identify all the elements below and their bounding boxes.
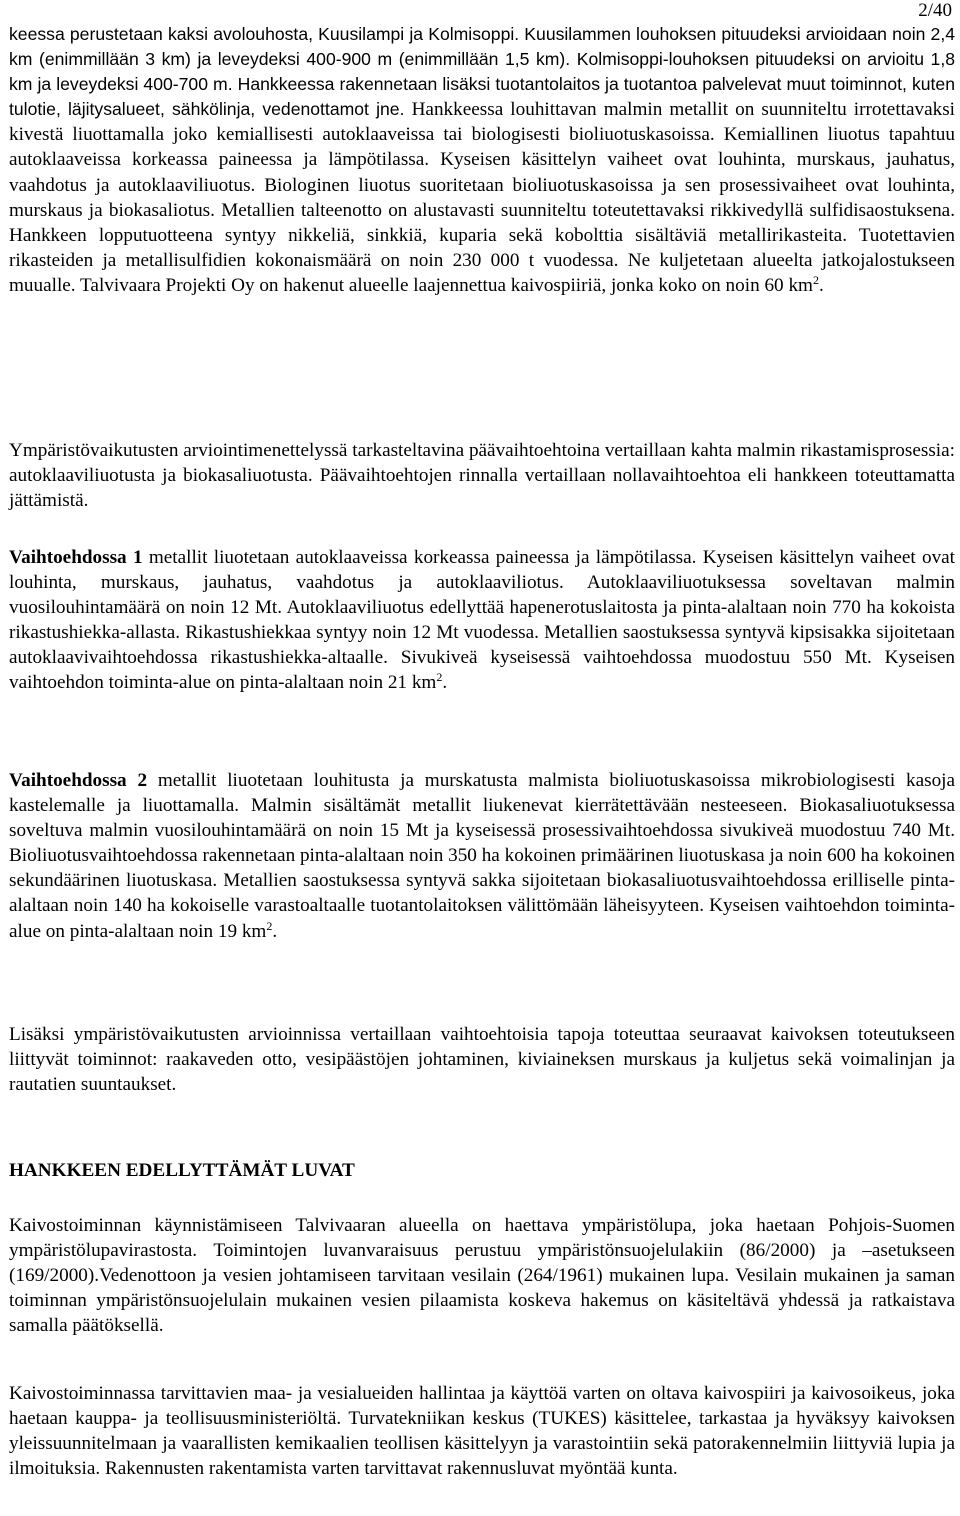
alternative-1-label: Vaihtoehdossa 1 bbox=[9, 547, 143, 568]
mining-rights-paragraph: Kaivostoiminnassa tarvittavien maa- ja vesialueiden hallintaa ja käyttöä varten on oltava kaivospiiri ja kaivosoikeus, joka haetaan kauppa- ja teollisuusministeriöltä. Turvatekniikan keskus (TUKES) käsittelee, tarkastaa ja hyväksyy kaivoksen yleissuunnitelmaan ja vaarallisten kemikaalien teollisen käsittelyyn ja varastointiin sekä patorakennelmiin liittyviä lupia ja ilmoituksia. Rakennusten rakentamista varten tarvittavat rakennusluvat myöntää kunta. bbox=[9, 1383, 955, 1480]
paragraph-end: . bbox=[272, 920, 278, 942]
alternative-2-text: metallit liuotetaan louhitusta ja murskatusta malmista bioliuotuskasoissa mikrobiologisesti kasoja kastelemalle ja liuottamalla. Malmin sisältämät metallit liukenevat kierrätettävään nesteeseen. Biokasaliuotuksessa soveltuva malmin vuosilouhintamäärä on noin 15 Mt ja kyseisessä prosessivaihtoehdossa sivukiveä muodostuu 740 Mt. Bioliuotusvaihtoehdossa rakennetaan pinta-alaltaan noin 350 ha kokoinen primäärinen liuotuskasa ja noin 600 ha kokoinen sekundäärinen liuotuskasa. Metallien saostuksessa syntyvä sakka sijoitetaan biokasaliuotusvaihtoehdossa erilliselle pinta-alaltaan noin 140 ha kokoiselle varastoaltaalle tuotantolaitoksen välittömään läheisyyteen. Kyseisen vaihtoehdon toiminta-alue on pinta-alaltaan noin 19 km bbox=[9, 770, 956, 942]
alternative-1-text: metallit liuotetaan autoklaaveissa korkeassa paineessa ja lämpötilassa. Kyseisen käsittelyn vaiheet ovat louhinta, murskaus, jauhatus, vaahdotus ja autoklaaviliotus. Autoklaaviliuotuksessa soveltavan malmin vuosilouhintamäärä on noin 12 Mt. Autoklaaviliuotus edellyttää hapenerotuslaitosta ja pinta-alaltaan noin 770 ha kokoista rikastushiekka-allasta. Rikastushiekkaa syntyy noin 12 Mt vuodessa. Metallien saostuksessa syntyvä kipsisakka sijoitetaan autoklaavivaihtoehdossa rikastushiekka-altaalle. Sivukiveä kyseisessä vaihtoehdossa muodostuu 550 Mt. Kyseisen vaihtoehdon toiminta-alue on pinta-alaltaan noin 21 km bbox=[9, 547, 956, 694]
project-description-sans-part: keessa perustetaan kaksi avolouhosta, Kuusilampi ja Kolmisoppi. Kuusilammen louhoksen pituudeksi arvioidaan noin 2,4 km (enimmillään 3 km) ja leveydeksi 400-900 m (enimmillään 1,5 km). Kolmisoppi-louhoksen pituudeksi on arvioitu 1,8 km ja leveydeksi 400-700 m. Hankkeessa rakennetaan lisäksi tuotantolaitos ja tuotantoa palvelevat muut toiminnot, kuten tulotie, läjitysalueet, sähkölinja, vedenottamot jne. bbox=[9, 24, 955, 120]
alternative-2-label: Vaihtoehdossa 2 bbox=[9, 770, 148, 791]
area-unit-superscript: 2 bbox=[812, 272, 819, 287]
page-number: 2/40 bbox=[918, 0, 952, 21]
project-description-paragraph bbox=[9, 22, 955, 298]
project-description-serif-part: Hankkeessa louhittavan malmin metallit on suunniteltu irrotettavaksi kivestä liuottamalla joko kemiallisesti autoklaaveissa tai biologisesti bioliuotuskasoissa. Kemiallinen liuotus tapahtuu autoklaaveissa korkeassa paineessa ja lämpötilassa. Kyseisen käsittelyn vaiheet ovat louhinta, murskaus, jauhatus, vaahdotus ja autoklaaviliuotus. Biologinen liuotus suoritetaan bioliuotuskasoissa ja sen prosessivaiheet ovat louhinta, murskaus ja biokasaliotus. Metallien talteenotto on alustavasti suunniteltu toteutettavaksi rikkivedyllä sulfidisaostuksena. Hankkeen lopputuotteena syntyy nikkeliä, sinkkiä, kuparia sekä kobolttia sisältäviä metallirikasteita. Tuotettavien rikasteiden ja metallisulfidien kokonaismäärä on noin 230 000 t vuodessa. Ne kuljetetaan alueelta jatkojalostukseen muualle. Talvivaara Projekti Oy on hakenut alueelle laajennettua kaivospiiriä, jonka koko on noin 60 km bbox=[9, 99, 955, 296]
assessment-alternatives-paragraph: Ympäristövaikutusten arviointimenettelyssä tarkasteltavina päävaihtoehtoina vertaillaan kahta malmin rikastamisprosessia: autoklaaviliuotusta ja biokasaliuotusta. Päävaihtoehtojen rinnalla vertaillaan nollavaihtoehtoa eli hankkeen toteuttamatta jättämistä. bbox=[9, 440, 955, 512]
area-unit-superscript: 2 bbox=[436, 670, 443, 685]
alternative-1-paragraph bbox=[9, 545, 955, 696]
alternative-2-paragraph bbox=[9, 768, 955, 944]
area-unit-superscript: 2 bbox=[266, 918, 273, 933]
paragraph-end: . bbox=[818, 274, 824, 296]
paragraph-end: . bbox=[442, 672, 448, 694]
additional-comparisons-paragraph: Lisäksi ympäristövaikutusten arvioinnissa vertaillaan vaihtoehtoisia tapoja toteuttaa seuraavat kaivoksen toteutukseen liittyvät toiminnot: raakaveden otto, vesipäästöjen johtaminen, kiviaineksen murskaus ja kuljetus sekä voimalinjan ja rautatien suuntaukset. bbox=[9, 1024, 955, 1096]
environmental-permit-paragraph: Kaivostoiminnan käynnistämiseen Talvivaaran alueella on haettava ympäristölupa, joka haetaan Pohjois-Suomen ympäristölupavirastosta. Toimintojen luvanvaraisuus perustuu ympäristönsuojelulakiin (86/2000) ja –asetukseen (169/2000).Vedenottoon ja vesien johtamiseen tarvitaan vesilain (264/1961) mukainen lupa. Vesilain mukainen ja saman toiminnan ympäristönsuojelulain mukainen vesien pilaamista koskeva hakemus on käsiteltävä yhdessä ja ratkaistava samalla päätöksellä. bbox=[9, 1215, 955, 1337]
section-heading-permits: HANKKEEN EDELLYTTÄMÄT LUVAT bbox=[9, 1160, 355, 1181]
